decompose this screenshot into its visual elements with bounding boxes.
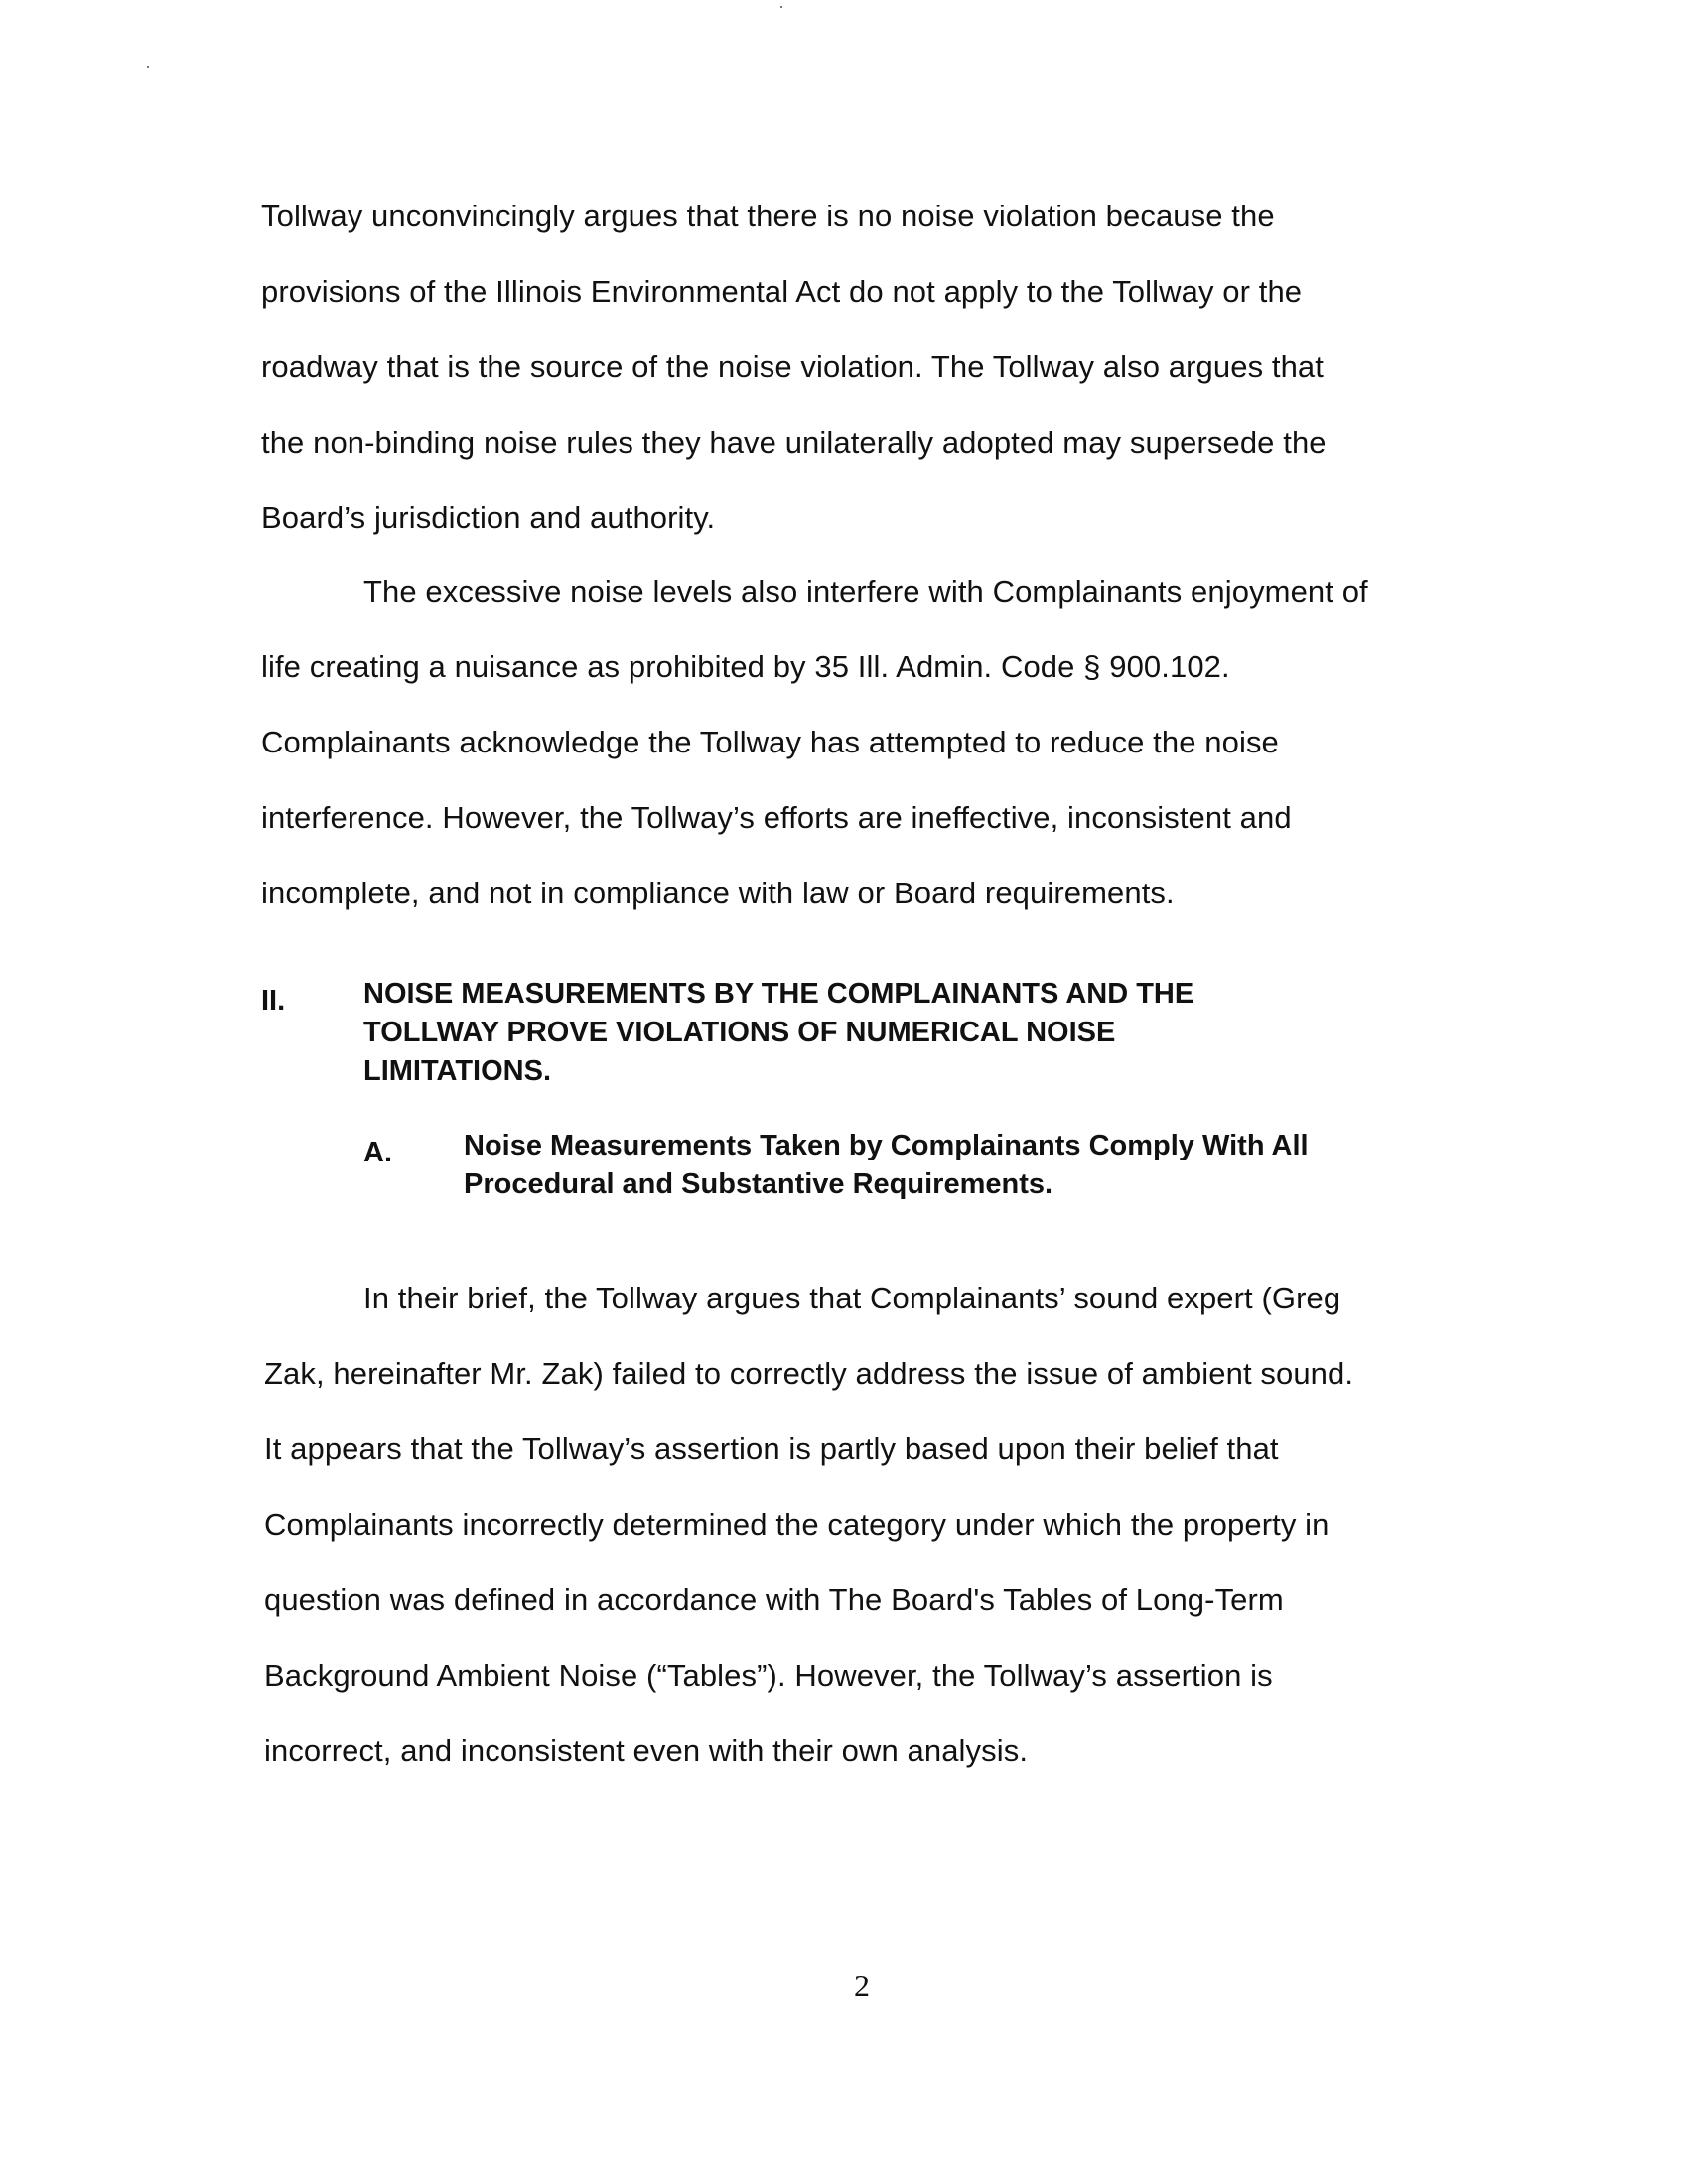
paragraph-3-line-3: It appears that the Tollway’s assertion is partly based upon their belief that: [264, 1432, 1279, 1466]
paragraph-3-line-6: Background Ambient Noise (“Tables”). However, the Tollway’s assertion is: [264, 1658, 1273, 1693]
paragraph-1-line-3: roadway that is the source of the noise violation. The Tollway also argues that: [261, 349, 1324, 384]
paragraph-2-line-2: life creating a nuisance as prohibited by 35 Ill. Admin. Code § 900.102.: [261, 649, 1230, 684]
scan-speck: [147, 66, 149, 68]
section-heading-line-1: NOISE MEASUREMENTS BY THE COMPLAINANTS AND THE: [363, 978, 1194, 1010]
paragraph-2-line-4: interference. However, the Tollway’s efforts are ineffective, inconsistent and: [261, 800, 1292, 835]
scan-speck: [780, 6, 782, 8]
section-heading-line-3: LIMITATIONS.: [363, 1055, 552, 1087]
paragraph-1-line-5: Board’s jurisdiction and authority.: [261, 500, 716, 535]
subsection-heading-line-2: Procedural and Substantive Requirements.: [464, 1168, 1053, 1200]
paragraph-1-line-4: the non-binding noise rules they have unilaterally adopted may supersede the: [261, 425, 1327, 460]
section-heading-line-2: TOLLWAY PROVE VIOLATIONS OF NUMERICAL NOISE: [363, 1017, 1116, 1048]
paragraph-3-line-5: question was defined in accordance with The Board's Tables of Long-Term: [264, 1582, 1284, 1617]
paragraph-3-line-7: incorrect, and inconsistent even with their own analysis.: [264, 1733, 1029, 1768]
paragraph-3-line-1: In their brief, the Tollway argues that Complainants’ sound expert (Greg: [363, 1281, 1341, 1315]
paragraph-2-line-1: The excessive noise levels also interfere with Complainants enjoyment of: [363, 574, 1368, 609]
paragraph-1-line-2: provisions of the Illinois Environmental Act do not apply to the Tollway or the: [261, 274, 1303, 309]
paragraph-3-line-4: Complainants incorrectly determined the category under which the property in: [264, 1507, 1330, 1542]
section-number: II.: [261, 985, 286, 1017]
paragraph-3-line-2: Zak, hereinafter Mr. Zak) failed to correctly address the issue of ambient sound.: [264, 1356, 1354, 1391]
paragraph-2-line-5: incomplete, and not in compliance with law or Board requirements.: [261, 876, 1175, 910]
subsection-heading-line-1: Noise Measurements Taken by Complainants Comply With All: [464, 1130, 1309, 1161]
page-number: 2: [854, 1968, 870, 2003]
subsection-letter: A.: [363, 1137, 392, 1168]
paragraph-1-line-1: Tollway unconvincingly argues that there is no noise violation because the: [261, 199, 1275, 233]
paragraph-2-line-3: Complainants acknowledge the Tollway has attempted to reduce the noise: [261, 725, 1279, 759]
